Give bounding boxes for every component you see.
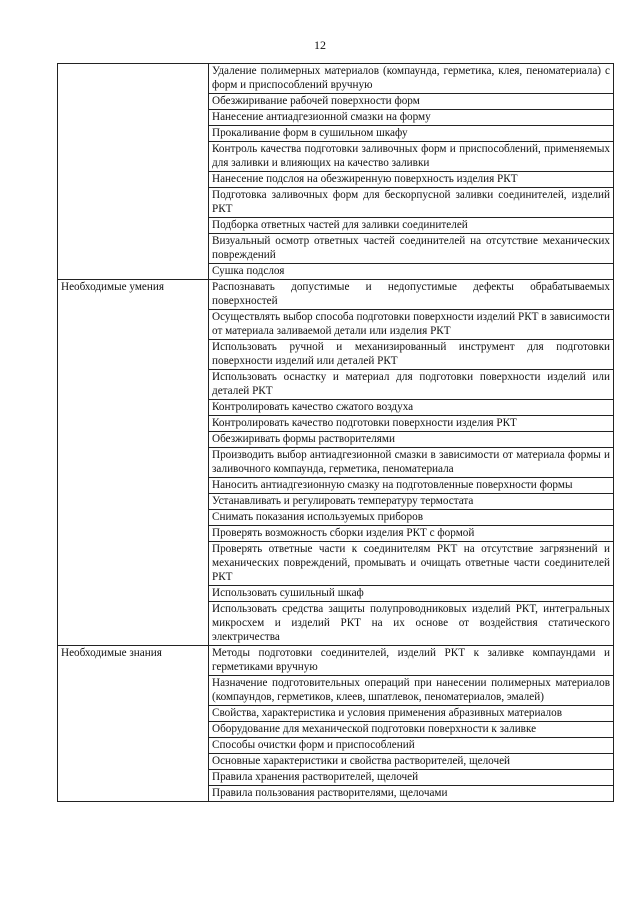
table-cell: Сушка подслоя bbox=[209, 264, 614, 280]
table-cell: Контролировать качество сжатого воздуха bbox=[209, 400, 614, 416]
table-cell: Снимать показания используемых приборов bbox=[209, 510, 614, 526]
table-cell: Распознавать допустимые и недопустимые дефекты обрабатываемых поверхностей bbox=[209, 280, 614, 310]
table-cell: Назначение подготовительных операций при нанесении полимерных материалов (компаундов, герметиков, клеев, шпатлевок, пеноматериалов, эмалей) bbox=[209, 676, 614, 706]
table-cell: Проверять возможность сборки изделия РКТ с формой bbox=[209, 526, 614, 542]
table-cell: Подборка ответных частей для заливки соединителей bbox=[209, 218, 614, 234]
table-cell: Обезжиривать формы растворителями bbox=[209, 432, 614, 448]
table-cell: Прокаливание форм в сушильном шкафу bbox=[209, 126, 614, 142]
table-cell: Удаление полимерных материалов (компаунда, герметика, клея, пеноматериала) с форм и приспособлений вручную bbox=[209, 64, 614, 94]
table-cell: Нанесение антиадгезионной смазки на форму bbox=[209, 110, 614, 126]
table-cell: Правила пользования растворителями, щелочами bbox=[209, 786, 614, 802]
table-cell: Осуществлять выбор способа подготовки поверхности изделий РКТ в зависимости от материала заливаемой детали или изделия РКТ bbox=[209, 310, 614, 340]
table-row bbox=[58, 646, 614, 676]
section-label: Необходимые знания bbox=[58, 646, 209, 802]
section-label bbox=[58, 64, 209, 280]
table-cell: Контроль качества подготовки заливочных форм и приспособлений, применяемых для заливки и влияющих на качество заливки bbox=[209, 142, 614, 172]
page-number: 12 bbox=[314, 38, 326, 52]
table-cell: Нанесение подслоя на обезжиренную поверхность изделия РКТ bbox=[209, 172, 614, 188]
table-cell: Визуальный осмотр ответных частей соединителей на отсутствие механических повреждений bbox=[209, 234, 614, 264]
table-cell: Методы подготовки соединителей, изделий РКТ к заливке компаундами и герметиками вручную bbox=[209, 646, 614, 676]
table-cell: Использовать сушильный шкаф bbox=[209, 586, 614, 602]
table-row bbox=[58, 64, 614, 94]
table-cell: Обезжиривание рабочей поверхности форм bbox=[209, 94, 614, 110]
table-cell: Основные характеристики и свойства растворителей, щелочей bbox=[209, 754, 614, 770]
table-cell: Свойства, характеристика и условия применения абразивных материалов bbox=[209, 706, 614, 722]
table-cell: Производить выбор антиадгезионной смазки в зависимости от материала формы и заливочного компаунда, герметика, пеноматериала bbox=[209, 448, 614, 478]
table-cell: Использовать оснастку и материал для подготовки поверхности изделий или деталей РКТ bbox=[209, 370, 614, 400]
table-cell: Использовать ручной и механизированный инструмент для подготовки поверхности изделий или деталей РКТ bbox=[209, 340, 614, 370]
section-label: Необходимые умения bbox=[58, 280, 209, 646]
table-cell: Правила хранения растворителей, щелочей bbox=[209, 770, 614, 786]
table-cell: Проверять ответные части к соединителям РКТ на отсутствие загрязнений и механических повреждений, промывать и очищать ответные части соединителей РКТ bbox=[209, 542, 614, 586]
table-cell: Использовать средства защиты полупроводниковых изделий РКТ, интегральных микросхем и изделий РКТ на их основе от воздействия статического электричества bbox=[209, 602, 614, 646]
table-cell: Контролировать качество подготовки поверхности изделия РКТ bbox=[209, 416, 614, 432]
table-cell: Оборудование для механической подготовки поверхности к заливке bbox=[209, 722, 614, 738]
table-row bbox=[58, 280, 614, 310]
table-cell: Способы очистки форм и приспособлений bbox=[209, 738, 614, 754]
table-cell: Наносить антиадгезионную смазку на подготовленные поверхности формы bbox=[209, 478, 614, 494]
table-cell: Устанавливать и регулировать температуру термостата bbox=[209, 494, 614, 510]
function-spec-table bbox=[57, 63, 614, 802]
table-body bbox=[58, 64, 614, 802]
table-cell: Подготовка заливочных форм для бескорпусной заливки соединителей, изделий РКТ bbox=[209, 188, 614, 218]
